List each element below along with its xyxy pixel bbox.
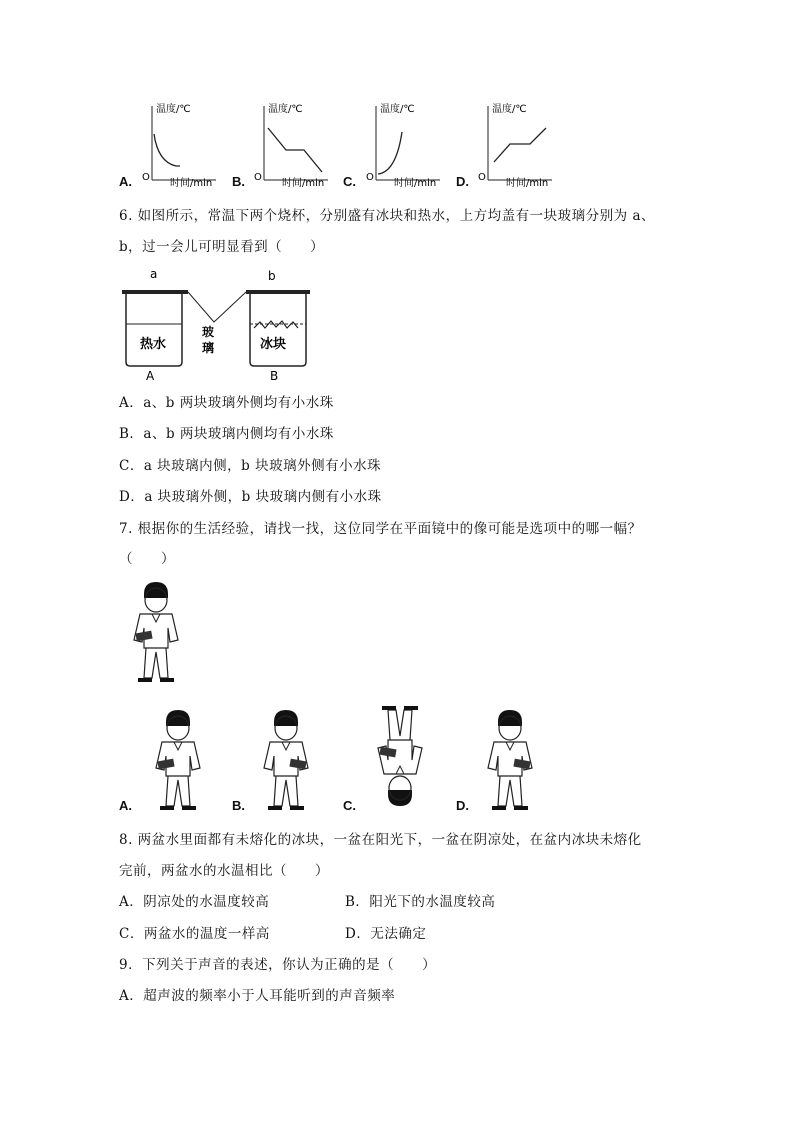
q5-option-c-label: C. [343, 174, 356, 189]
q7-option-b-label: B. [232, 798, 245, 813]
q6-glass-plate-b [246, 290, 310, 294]
q8-option-b: B．阳光下的水温度较高 [345, 894, 496, 910]
q7-option-b-figure [248, 708, 328, 812]
q6-glass-plate-a [122, 290, 188, 294]
q7-option-d-label: D. [456, 798, 469, 813]
q6-option-c: C．a 块玻璃内侧，b 块玻璃外侧有小水珠 [119, 458, 382, 474]
q7-original-student [118, 580, 198, 688]
q7-option-d-figure [472, 708, 552, 812]
q7-option-c-figure [362, 704, 442, 808]
q5-a-xlabel: 时间/min [170, 178, 213, 188]
q5-b-origin: O [254, 172, 262, 183]
q6-hot-water-label: 热水 [140, 337, 167, 352]
q8-option-c: C．两盆水的温度一样高 [119, 926, 270, 942]
q7-stem-line1: 7. 根据你的生活经验，请找一找，这位同学在平面镜中的像可能是选项中的哪一幅？ [119, 521, 642, 537]
q7-option-c-label: C. [343, 798, 356, 813]
q5-graph-c [364, 100, 444, 188]
q5-option-a-label: A. [119, 174, 132, 189]
q8-stem-line1: 8. 两盆水里面都有未熔化的冰块，一盆在阳光下，一盆在阴凉处，在盆内冰块未熔化 [119, 832, 642, 848]
q6-option-a: A．a、b 两块玻璃外侧均有小水珠 [119, 395, 334, 411]
q6-glass-label-1: 玻 [202, 325, 215, 339]
q5-a-origin: O [142, 172, 150, 183]
q8-option-a: A．阴凉处的水温度较高 [119, 894, 270, 910]
q5-graph-d [476, 100, 556, 188]
q7-option-a-figure [140, 708, 220, 812]
q6-label-B: B [270, 369, 279, 382]
q5-c-xlabel: 时间/min [394, 178, 437, 188]
q9-option-a: A．超声波的频率小于人耳能听到的声音频率 [119, 988, 396, 1004]
q6-label-A: A [146, 369, 155, 382]
q5-d-xlabel: 时间/min [506, 178, 549, 188]
q5-option-b-label: B. [232, 174, 245, 189]
q5-graph-b [252, 100, 332, 188]
q6-option-b: B．a、b 两块玻璃内侧均有小水珠 [119, 426, 334, 442]
q5-c-ylabel: 温度/℃ [380, 104, 415, 115]
q7-stem-line2: （ ） [119, 551, 175, 567]
q5-d-origin: O [478, 172, 486, 183]
q6-beaker-figure [118, 268, 318, 382]
q5-a-ylabel: 温度/℃ [156, 104, 191, 115]
q8-option-d: D．无法确定 [345, 926, 427, 942]
q5-d-ylabel: 温度/℃ [492, 104, 527, 115]
q6-stem-line2: b，过一会儿可明显看到（ ） [119, 239, 325, 255]
q6-label-b: b [268, 269, 276, 283]
q9-stem: 9．下列关于声音的表述，你认为正确的是（ ） [119, 957, 437, 973]
q6-stem-line1: 6. 如图所示，常温下两个烧杯，分别盛有冰块和热水，上方均盖有一块玻璃分别为 a、 [119, 208, 656, 224]
q6-label-a: a [150, 268, 158, 281]
q5-graphs [0, 100, 794, 192]
q6-ice-label: 冰块 [260, 337, 287, 352]
q8-stem-line2: 完前，两盆水的水温相比（ ） [119, 863, 329, 879]
q6-option-d: D．a 块玻璃外侧，b 块玻璃内侧有小水珠 [119, 489, 382, 505]
q6-glass-label-2: 璃 [202, 341, 215, 355]
q5-option-d-label: D. [456, 174, 469, 189]
q5-graph-a [140, 100, 220, 188]
q5-b-ylabel: 温度/℃ [268, 104, 303, 115]
q7-option-a-label: A. [119, 798, 132, 813]
q5-b-xlabel: 时间/min [282, 178, 325, 188]
q5-c-origin: O [366, 172, 374, 183]
